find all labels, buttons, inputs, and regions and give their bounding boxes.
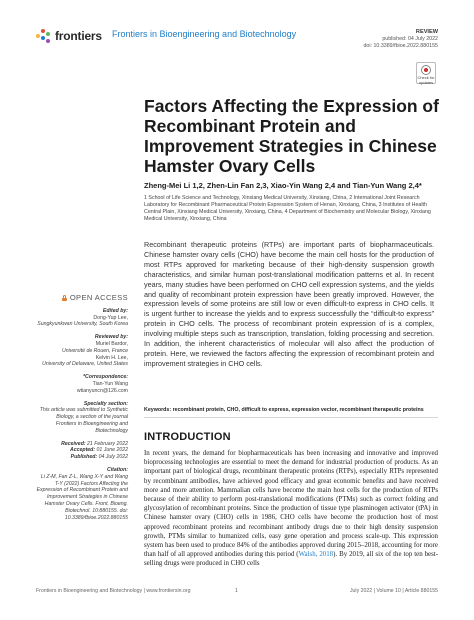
article-sidebar <box>36 295 128 521</box>
editor-affiliation: Sungkyunkwan University, South Korea <box>37 321 128 328</box>
introduction-text: In recent years, the demand for biopharmaceuticals has been increasing and innovative and improved bioprocessing technologies are essential to meet the demand for industrial production of products. As an important part of biological drugs, recombinant therapeutic proteins (RTPs), especially RTPs represented by recombinant antibodies, have achieved good efficacy and great economic benefits and have received more and more attention. Mammalian cells have become the main host cells for the production of RTPs because of their ability to perform post-translational modifications (PTMs) such as correct folding and glycosylation of recombinant proteins. Since the production of tissue type plasminogen activator (tPA) in Chinese hamster ovary (CHO) cells in 1986, CHO cells have become the production host of most approved recombinant proteins and recombinant antibody drugs due to their high density suspension growth, PTMs similar to humanized cells, easy gene operation and process scale-up. This expression system has been used to produce 84% of the antibodies approved during 2015–2018, accounting for more than half of all approved antibodies during this period ( <box>144 450 438 559</box>
received-label: Received: <box>61 440 86 447</box>
received-date: 21 February 2022 <box>87 440 128 447</box>
reviewer-2-affiliation: University of Delaware, United States <box>42 361 128 368</box>
citation-text: Li Z-M, Fan Z-L, Wang X-Y and Wang T-Y (2022) Factors Affecting the Expression of Recombinant Protein and Improvement Strategies in Chinese Hamster Ovary Cells. Front. Bioeng. Biotechnol. 10:880155. doi: 10.3389/fbioe.2022.880155 <box>36 473 128 521</box>
keywords-label: Keywords: <box>144 407 172 413</box>
article-doi[interactable]: doi: 10.3389/fbioe.2022.880155 <box>363 43 438 49</box>
citation-label: Citation: <box>106 466 128 473</box>
divider <box>144 417 438 418</box>
correspondence-email[interactable]: wtianyuncn@126.com <box>76 387 128 394</box>
accepted-line <box>36 447 128 454</box>
reviewer-2-name: Kelvin H. Lee, <box>95 354 128 361</box>
published-line <box>36 454 128 461</box>
article-title: Factors Affecting the Expression of Recombinant Protein and Improvement Strategies in Chinese Hamster Ovary Cells <box>144 96 439 176</box>
frontiers-logo[interactable] <box>36 28 102 44</box>
abstract: Recombinant therapeutic proteins (RTPs) are important parts of biopharmaceuticals. Chinese hamster ovary cells (CHO) have become the main cell hosts for the production of most RTPs approved for marketing because of their high-density suspension growth characteristics, and similar human post-translational modification patterns et al. In recent years, many studies have been performed on CHO cell expression systems, and the yields and quality of recombinant protein expression have been greatly improved. However, the expression levels of some proteins are still low or even difficult-to express in CHO cells. It is urgent further to increase the yields and to express successfully the “difficult-to express” protein in CHO cells. The process of recombinant protein expression of is a complex, involving multiple steps such as transcription, translation, folding processing and secretion. In addition, the inherent characteristics of molecular will also affect the production of protein. Here, we reviewed the factors affecting the expression of recombinant protein and improvement strategies in CHO cells. <box>144 240 434 368</box>
open-access-badge <box>36 295 128 302</box>
introduction-heading: INTRODUCTION <box>144 431 231 443</box>
reviewer-1-name: Muriel Bardor, <box>95 340 128 347</box>
check-for-updates-badge[interactable] <box>416 62 436 84</box>
introduction-text-tail: ). By 2019, all six of the top ten best-selling drugs were produced in CHO cells <box>144 551 438 568</box>
article-meta <box>363 29 438 50</box>
specialty-section-label: Specialty section: <box>83 400 128 407</box>
editor-name: Dong-Yup Lee, <box>93 314 128 321</box>
open-access-label: OPEN ACCESS <box>69 293 128 302</box>
published-label: Published: <box>70 454 98 461</box>
frontiers-logo-icon <box>36 28 52 44</box>
reviewed-by-label: Reviewed by: <box>94 334 128 341</box>
citation-link[interactable]: Walsh, 2018 <box>298 551 334 559</box>
specialty-section-text: This article was submitted to Synthetic Biology, a section of the journal Frontiers in Bioengineering and Biotechnology <box>39 407 128 434</box>
received-line <box>36 441 128 448</box>
footer-issue: July 2022 | Volume 10 | Article 880155 <box>349 588 438 594</box>
check-label-1: Check for <box>417 75 435 80</box>
page-number: 1 <box>235 588 238 594</box>
edited-by-label: Edited by: <box>102 307 128 314</box>
published-date-sidebar: 04 July 2022 <box>98 454 128 461</box>
update-icon <box>421 65 431 75</box>
accepted-date: 01 June 2022 <box>96 447 128 454</box>
check-label-2: updates <box>418 80 434 85</box>
keywords <box>144 407 438 413</box>
article-type: REVIEW <box>415 29 438 35</box>
correspondence-name: Tian-Yun Wang <box>92 380 128 387</box>
accepted-label: Accepted: <box>70 447 96 454</box>
footer-journal[interactable]: Frontiers in Bioengineering and Biotechnology | www.frontiersin.org <box>36 588 191 594</box>
reviewer-1-affiliation: Université de Rouen, France <box>61 347 128 354</box>
keywords-text: recombinant protein, CHO, difficult to express, expression vector, recombinant therapeutic proteins <box>172 407 424 413</box>
author-list[interactable]: Zheng-Mei Li 1,2, Zhen-Lin Fan 2,3, Xiao-Yin Wang 2,4 and Tian-Yun Wang 2,4* <box>144 181 422 190</box>
affiliations: 1 School of Life Science and Technology, Xinxiang Medical University, Xinxiang, China, 2 International Joint Research Laboratory for Recombinant Pharmaceutical Protein Expression System of Henan, Xinxiang, China, 3 Institutes of Health Central Plain, Xinxiang Medical University, Xinxiang, China, 4 Department of Biochemistry and Molecular Biology, Xinxiang Medical University, Xinxiang, China <box>144 195 431 222</box>
correspondence-label: *Correspondence: <box>83 374 128 381</box>
logo-text: frontiers <box>55 29 102 43</box>
published-date: published: 04 July 2022 <box>382 36 438 42</box>
introduction-body <box>144 449 438 569</box>
open-lock-icon <box>62 295 67 301</box>
journal-name[interactable]: Frontiers in Bioengineering and Biotechnology <box>112 29 297 39</box>
